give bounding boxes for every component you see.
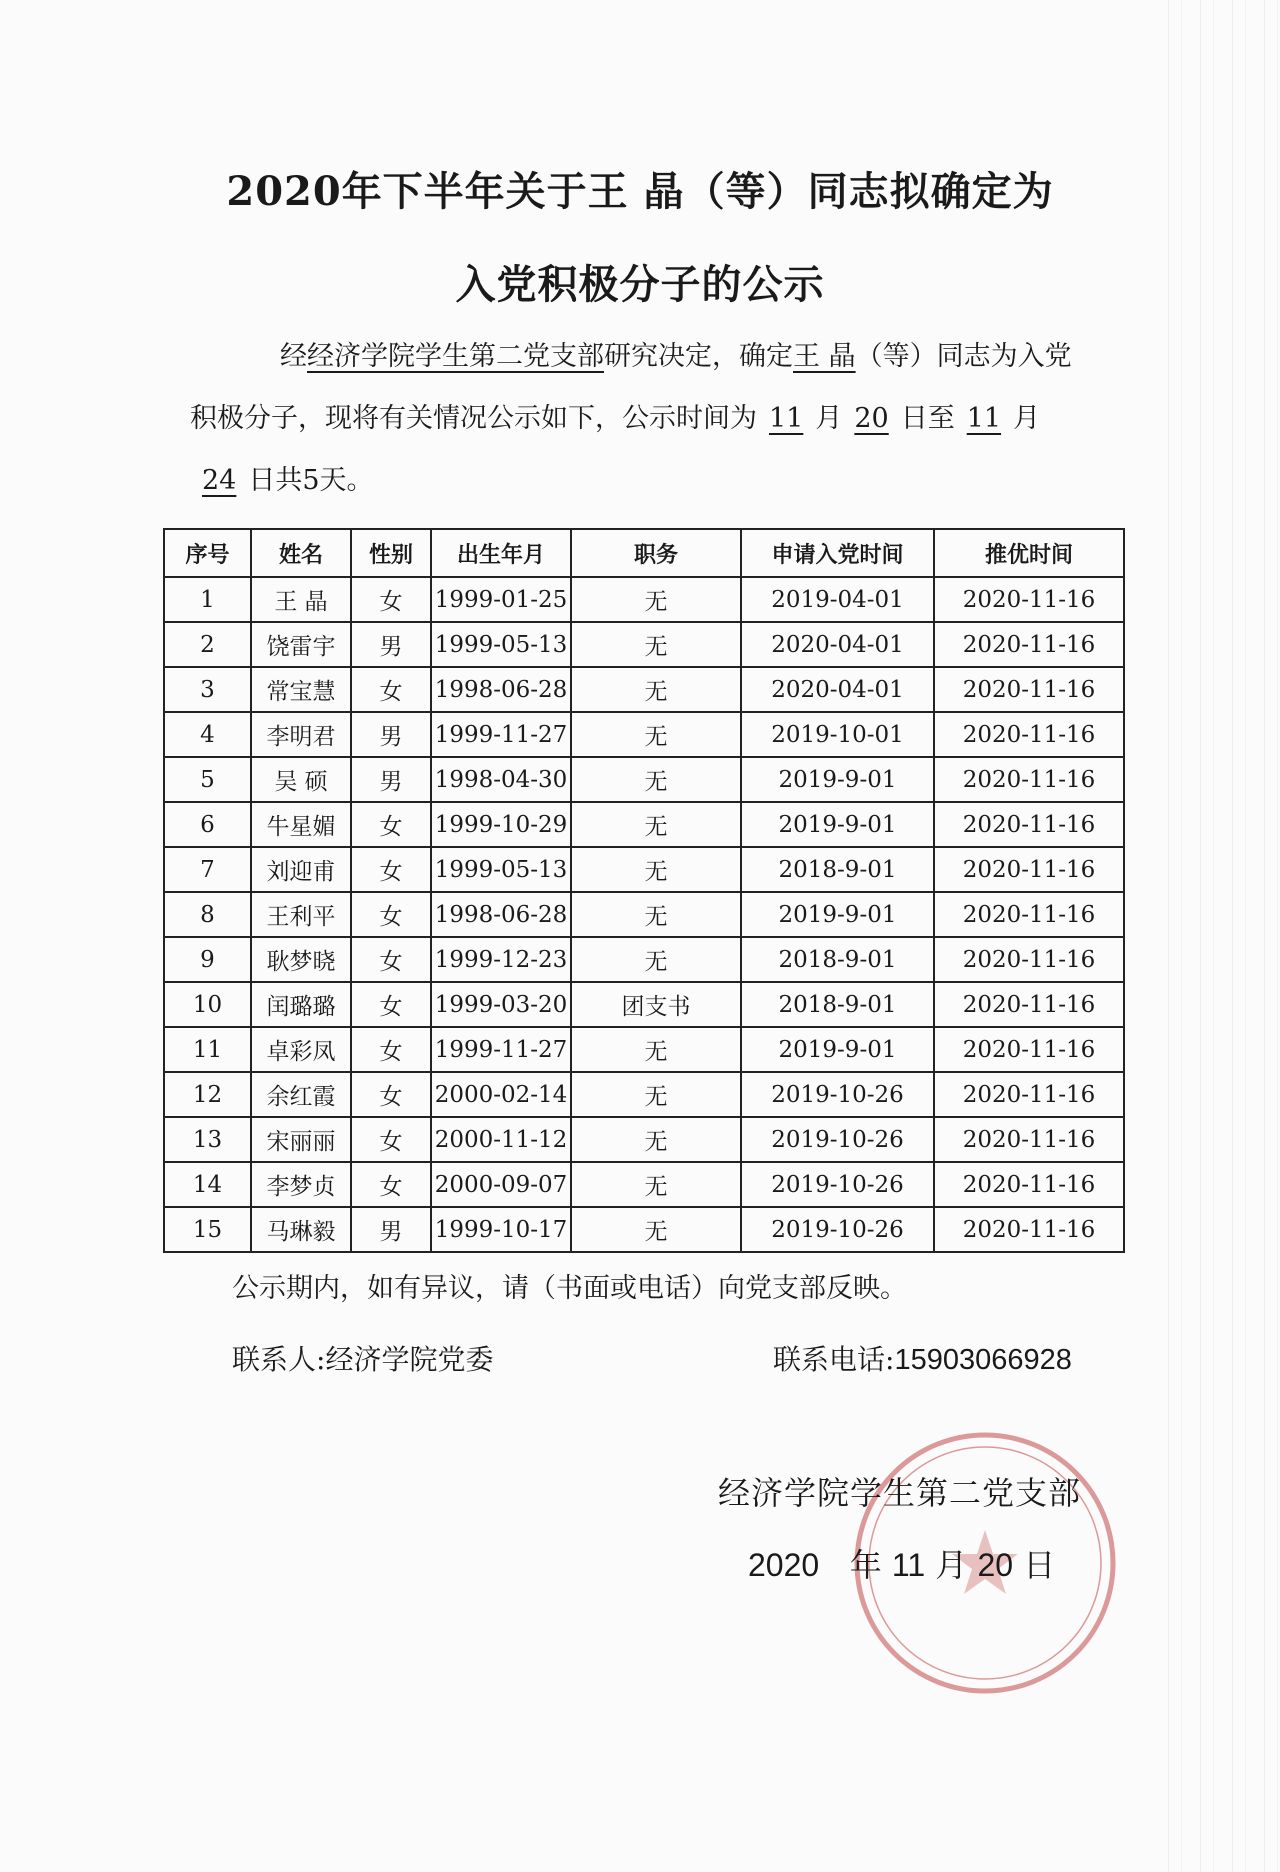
cell-index: 14 xyxy=(164,1162,251,1207)
cell-gender: 女 xyxy=(351,1117,431,1162)
cell-position: 无 xyxy=(571,1027,741,1072)
cell-gender: 女 xyxy=(351,667,431,712)
cell-position: 无 xyxy=(571,847,741,892)
cell-index: 8 xyxy=(164,892,251,937)
objection-note: 公示期内，如有异议，请（书面或电话）向党支部反映。 xyxy=(232,1273,907,1304)
table-row xyxy=(164,757,1124,802)
header-position: 职务 xyxy=(571,529,741,577)
cell-apply-date: 2018-9-01 xyxy=(741,847,934,892)
cell-index: 1 xyxy=(164,577,251,622)
contact-person-label: 联系人: xyxy=(232,1343,326,1376)
header-gender: 性别 xyxy=(351,529,431,577)
cell-gender: 女 xyxy=(351,847,431,892)
cell-recommend-date: 2020-11-16 xyxy=(934,802,1124,847)
cell-apply-date: 2018-9-01 xyxy=(741,982,934,1027)
table-row xyxy=(164,577,1124,622)
cell-recommend-date: 2020-11-16 xyxy=(934,622,1124,667)
cell-birth: 1998-06-28 xyxy=(431,667,571,712)
cell-birth: 1999-03-20 xyxy=(431,982,571,1027)
cell-birth: 1998-06-28 xyxy=(431,892,571,937)
table-row xyxy=(164,937,1124,982)
intro-day-to: 日至 xyxy=(900,403,955,434)
cell-birth: 2000-11-12 xyxy=(431,1117,571,1162)
cell-gender: 女 xyxy=(351,577,431,622)
signature-year: 2020 xyxy=(748,1547,820,1583)
cell-index: 13 xyxy=(164,1117,251,1162)
document-title-line2: 入党积极分子的公示 xyxy=(455,261,825,308)
cell-apply-date: 2019-9-01 xyxy=(741,802,934,847)
table-row xyxy=(164,847,1124,892)
intro-middle1: 研究决定，确定 xyxy=(604,341,793,372)
cell-recommend-date: 2020-11-16 xyxy=(934,712,1124,757)
cell-birth: 1999-11-27 xyxy=(431,712,571,757)
activist-table xyxy=(163,528,1125,1253)
cell-name: 饶雷宇 xyxy=(251,622,351,667)
cell-position: 团支书 xyxy=(571,982,741,1027)
cell-position: 无 xyxy=(571,1117,741,1162)
cell-birth: 1999-11-27 xyxy=(431,1027,571,1072)
cell-name: 刘迎甫 xyxy=(251,847,351,892)
cell-gender: 女 xyxy=(351,982,431,1027)
cell-name: 李明君 xyxy=(251,712,351,757)
contact-phone-label: 联系电话: xyxy=(773,1343,895,1376)
cell-name: 李梦贞 xyxy=(251,1162,351,1207)
cell-index: 12 xyxy=(164,1072,251,1117)
cell-birth: 1999-01-25 xyxy=(431,577,571,622)
cell-name: 牛星媚 xyxy=(251,802,351,847)
table-header-row xyxy=(164,529,1124,577)
signature-day-char: 日 xyxy=(1023,1546,1056,1584)
cell-position: 无 xyxy=(571,892,741,937)
cell-index: 7 xyxy=(164,847,251,892)
cell-name: 卓彩凤 xyxy=(251,1027,351,1072)
cell-index: 10 xyxy=(164,982,251,1027)
table-row xyxy=(164,1072,1124,1117)
cell-position: 无 xyxy=(571,1072,741,1117)
cell-position: 无 xyxy=(571,667,741,712)
signature-month-char: 月 xyxy=(935,1546,968,1584)
cell-apply-date: 2019-04-01 xyxy=(741,577,934,622)
cell-birth: 2000-02-14 xyxy=(431,1072,571,1117)
cell-birth: 1999-12-23 xyxy=(431,937,571,982)
cell-recommend-date: 2020-11-16 xyxy=(934,1117,1124,1162)
intro-month-char-2: 月 xyxy=(1013,403,1041,434)
table-row xyxy=(164,892,1124,937)
cell-gender: 女 xyxy=(351,892,431,937)
intro-org: 经济学院学生第二党支部 xyxy=(307,341,604,372)
cell-recommend-date: 2020-11-16 xyxy=(934,1027,1124,1072)
cell-index: 5 xyxy=(164,757,251,802)
cell-apply-date: 2020-04-01 xyxy=(741,622,934,667)
cell-recommend-date: 2020-11-16 xyxy=(934,757,1124,802)
cell-apply-date: 2019-10-26 xyxy=(741,1162,934,1207)
header-index: 序号 xyxy=(164,529,251,577)
intro-start-day: 20 xyxy=(854,403,889,434)
cell-apply-date: 2018-9-01 xyxy=(741,937,934,982)
cell-name: 马琳毅 xyxy=(251,1207,351,1252)
cell-name: 耿梦晓 xyxy=(251,937,351,982)
cell-position: 无 xyxy=(571,1207,741,1252)
contact-person-value: 经济学院党委 xyxy=(325,1343,494,1376)
intro-start-month: 11 xyxy=(769,403,804,434)
cell-gender: 女 xyxy=(351,1162,431,1207)
cell-birth: 1999-05-13 xyxy=(431,847,571,892)
signature-org: 经济学院学生第二党支部 xyxy=(718,1474,1082,1512)
intro-middle2: （等）同志为入党积极分子，现将有关情况公示如下，公示时间为 xyxy=(190,341,1072,434)
table-row xyxy=(164,712,1124,757)
document-title-line1: 2020年下半年关于王 晶（等）同志拟确定为 xyxy=(226,168,1054,215)
contact-phone xyxy=(773,1338,1072,1378)
cell-apply-date: 2019-9-01 xyxy=(741,757,934,802)
cell-gender: 男 xyxy=(351,757,431,802)
cell-name: 宋丽丽 xyxy=(251,1117,351,1162)
signature-date xyxy=(748,1540,1055,1586)
cell-apply-date: 2020-04-01 xyxy=(741,667,934,712)
cell-position: 无 xyxy=(571,577,741,622)
intro-end-day: 24 xyxy=(202,465,237,496)
header-apply-date: 申请入党时间 xyxy=(741,529,934,577)
table-row xyxy=(164,622,1124,667)
cell-birth: 1999-05-13 xyxy=(431,622,571,667)
table-row xyxy=(164,1027,1124,1072)
header-recommend-date: 推优时间 xyxy=(934,529,1124,577)
table-row xyxy=(164,802,1124,847)
cell-apply-date: 2019-9-01 xyxy=(741,1027,934,1072)
header-name: 姓名 xyxy=(251,529,351,577)
cell-recommend-date: 2020-11-16 xyxy=(934,937,1124,982)
intro-suffix: 日共5天。 xyxy=(248,465,374,496)
cell-recommend-date: 2020-11-16 xyxy=(934,1072,1124,1117)
table-row xyxy=(164,1117,1124,1162)
table-row xyxy=(164,1162,1124,1207)
cell-recommend-date: 2020-11-16 xyxy=(934,847,1124,892)
cell-name: 余红霞 xyxy=(251,1072,351,1117)
cell-position: 无 xyxy=(571,802,741,847)
cell-recommend-date: 2020-11-16 xyxy=(934,577,1124,622)
cell-gender: 女 xyxy=(351,937,431,982)
cell-recommend-date: 2020-11-16 xyxy=(934,1162,1124,1207)
cell-name: 闰璐璐 xyxy=(251,982,351,1027)
intro-prefix: 经 xyxy=(280,341,307,372)
cell-apply-date: 2019-10-01 xyxy=(741,712,934,757)
table-row xyxy=(164,1207,1124,1252)
contact-person xyxy=(232,1338,493,1378)
table-row xyxy=(164,982,1124,1027)
cell-position: 无 xyxy=(571,937,741,982)
cell-position: 无 xyxy=(571,757,741,802)
contact-phone-value: 15903066928 xyxy=(894,1344,1072,1376)
cell-name: 吴 硕 xyxy=(251,757,351,802)
cell-birth: 1998-04-30 xyxy=(431,757,571,802)
cell-apply-date: 2019-10-26 xyxy=(741,1117,934,1162)
cell-index: 3 xyxy=(164,667,251,712)
cell-index: 2 xyxy=(164,622,251,667)
cell-birth: 2000-09-07 xyxy=(431,1162,571,1207)
cell-recommend-date: 2020-11-16 xyxy=(934,892,1124,937)
cell-index: 4 xyxy=(164,712,251,757)
cell-gender: 男 xyxy=(351,712,431,757)
signature-day: 20 xyxy=(977,1547,1014,1583)
cell-name: 常宝慧 xyxy=(251,667,351,712)
cell-index: 6 xyxy=(164,802,251,847)
cell-index: 9 xyxy=(164,937,251,982)
cell-recommend-date: 2020-11-16 xyxy=(934,1207,1124,1252)
cell-name: 王利平 xyxy=(251,892,351,937)
cell-position: 无 xyxy=(571,712,741,757)
cell-gender: 男 xyxy=(351,1207,431,1252)
cell-position: 无 xyxy=(571,622,741,667)
cell-apply-date: 2019-9-01 xyxy=(741,892,934,937)
cell-recommend-date: 2020-11-16 xyxy=(934,667,1124,712)
cell-gender: 女 xyxy=(351,802,431,847)
cell-gender: 女 xyxy=(351,1072,431,1117)
cell-index: 15 xyxy=(164,1207,251,1252)
intro-end-month: 11 xyxy=(966,403,1002,434)
signature-month: 11 xyxy=(891,1547,926,1583)
signature-year-char: 年 xyxy=(849,1546,882,1584)
cell-birth: 1999-10-29 xyxy=(431,802,571,847)
intro-names: 王 晶 xyxy=(793,341,856,372)
cell-gender: 女 xyxy=(351,1027,431,1072)
cell-birth: 1999-10-17 xyxy=(431,1207,571,1252)
cell-gender: 男 xyxy=(351,622,431,667)
intro-month-char-1: 月 xyxy=(815,403,843,434)
cell-position: 无 xyxy=(571,1162,741,1207)
cell-recommend-date: 2020-11-16 xyxy=(934,982,1124,1027)
cell-name: 王 晶 xyxy=(251,577,351,622)
table-row xyxy=(164,667,1124,712)
cell-apply-date: 2019-10-26 xyxy=(741,1207,934,1252)
intro-paragraph xyxy=(190,326,1090,512)
cell-index: 11 xyxy=(164,1027,251,1072)
cell-apply-date: 2019-10-26 xyxy=(741,1072,934,1117)
header-birth: 出生年月 xyxy=(431,529,571,577)
